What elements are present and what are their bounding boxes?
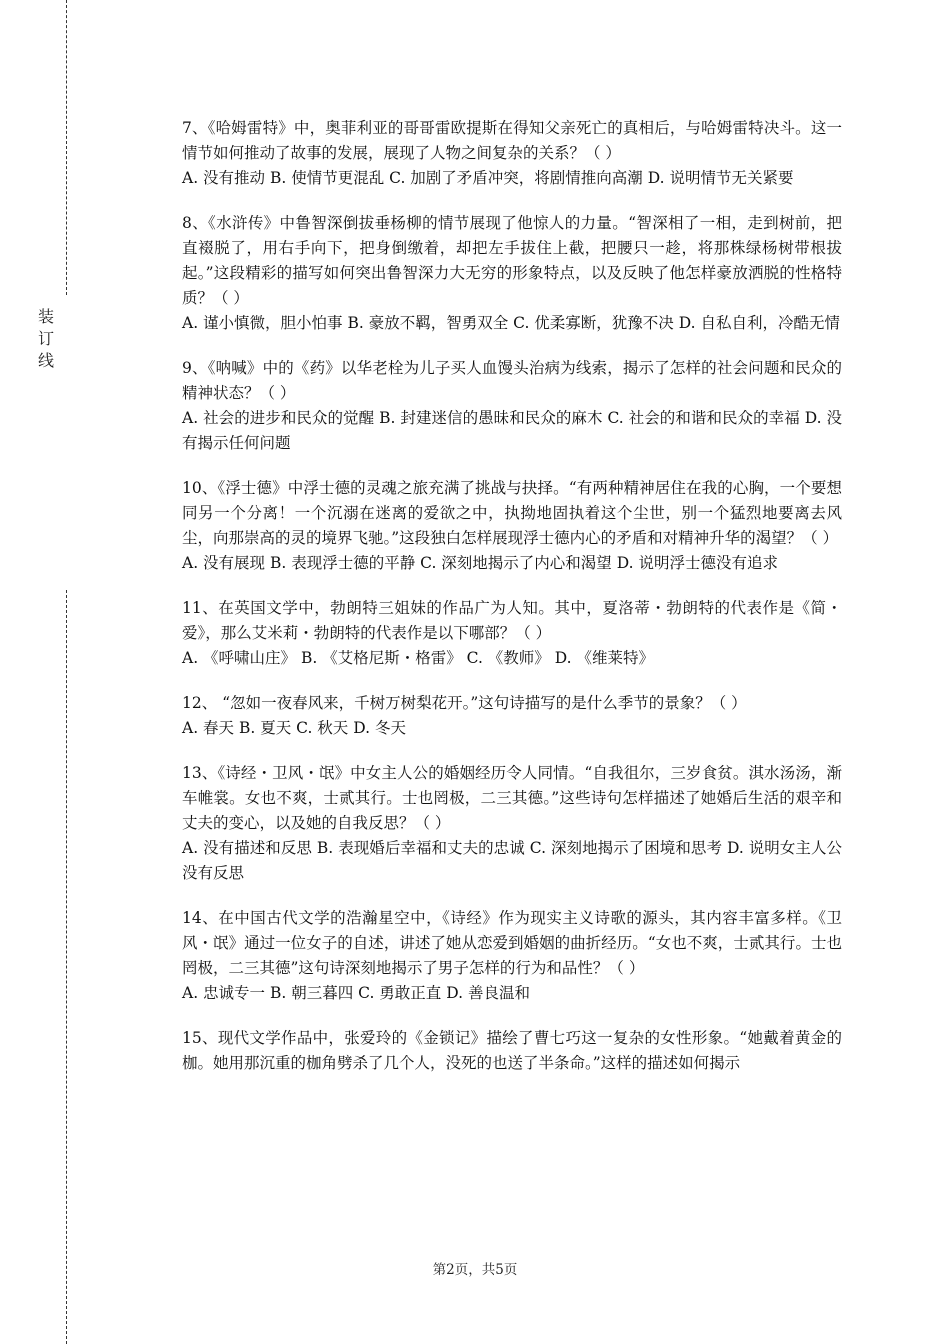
page-number: 第2页，共5页 bbox=[432, 1262, 518, 1278]
binding-line-bottom bbox=[66, 590, 67, 1344]
binding-line-top bbox=[66, 0, 67, 295]
question-text: 7、《哈姆雷特》中，奥菲利亚的哥哥雷欧提斯在得知父亲死亡的真相后，与哈姆雷特决斗。这一情节如何推动了故事的发展，展现了人物之间复杂的关系？（ ） bbox=[182, 119, 842, 162]
question-text: 15、现代文学作品中，张爱玲的《金锁记》描绘了曹七巧这一复杂的女性形象。“她戴着黄金的枷。她用那沉重的枷角劈杀了几个人，没死的也送了半条命。”这样的描述如何揭示 bbox=[182, 1029, 842, 1072]
question-text: 8、《水浒传》中鲁智深倒拔垂杨柳的情节展现了他惊人的力量。“智深相了一相，走到树前，把直裰脱了，用右手向下，把身倒缴着，却把左手拔住上截，把腰只一趁，将那株绿杨树带根拔起。”这段精彩的描写如何突出鲁智深力大无穷的形象特点，以及反映了他怎样豪放洒脱的性格特质？（ ） bbox=[182, 214, 842, 307]
question-options: A. 谨小慎微，胆小怕事 B. 豪放不羁，智勇双全 C. 优柔寡断，犹豫不决 D. 自私自利，冷酷无情 bbox=[182, 314, 840, 332]
question-text: 9、《呐喊》中的《药》以华老栓为儿子买人血馒头治病为线索，揭示了怎样的社会问题和民众的精神状态？（ ） bbox=[182, 359, 842, 402]
binding-char: 订 bbox=[37, 329, 54, 348]
question-options: A. 社会的进步和民众的觉醒 B. 封建迷信的愚昧和民众的麻木 C. 社会的和谐和民众的幸福 D. 没有揭示任何问题 bbox=[182, 409, 842, 452]
question-list bbox=[182, 116, 842, 1096]
question-text: 13、《诗经・卫风・氓》中女主人公的婚姻经历令人同情。“自我徂尔，三岁食贫。淇水汤汤，渐车帷裳。女也不爽，士贰其行。士也罔极，二三其德。”这些诗句怎样描述了她婚后生活的艰辛和丈夫的变心，以及她的自我反思？（ ） bbox=[182, 764, 842, 832]
question-options: A. 没有描述和反思 B. 表现婚后幸福和丈夫的忠诚 C. 深刻地揭示了困境和思考 D. 说明女主人公没有反思 bbox=[182, 839, 842, 882]
question-options: A. 没有推动 B. 使情节更混乱 C. 加剧了矛盾冲突，将剧情推向高潮 D. 说明情节无关紧要 bbox=[182, 169, 794, 187]
question-text: 12、 “忽如一夜春风来，千树万树梨花开。”这句诗描写的是什么季节的景象？（ ） bbox=[182, 694, 747, 712]
binding-label bbox=[36, 306, 56, 372]
question-12 bbox=[182, 691, 842, 741]
question-11 bbox=[182, 596, 842, 671]
question-8 bbox=[182, 211, 842, 336]
question-10 bbox=[182, 476, 842, 576]
binding-char: 装 bbox=[37, 307, 54, 326]
question-15 bbox=[182, 1026, 842, 1076]
question-text: 11、在英国文学中，勃朗特三姐妹的作品广为人知。其中，夏洛蒂・勃朗特的代表作是《简・爱》，那么艾米莉・勃朗特的代表作是以下哪部？（ ） bbox=[182, 599, 842, 642]
question-7 bbox=[182, 116, 842, 191]
question-text: 14、在中国古代文学的浩瀚星空中，《诗经》作为现实主义诗歌的源头，其内容丰富多样。《卫风・氓》通过一位女子的自述，讲述了她从恋爱到婚姻的曲折经历。“女也不爽，士贰其行。士也罔极，二三其德”这句诗深刻地揭示了男子怎样的行为和品性？（ ） bbox=[182, 909, 842, 977]
question-14 bbox=[182, 906, 842, 1006]
question-9 bbox=[182, 356, 842, 456]
question-options: A. 《呼啸山庄》 B. 《艾格尼斯・格雷》 C. 《教师》 D. 《维莱特》 bbox=[182, 649, 654, 667]
question-options: A. 春天 B. 夏天 C. 秋天 D. 冬天 bbox=[182, 719, 406, 737]
binding-char: 线 bbox=[37, 351, 54, 370]
question-13 bbox=[182, 761, 842, 886]
question-options: A. 忠诚专一 B. 朝三暮四 C. 勇敢正直 D. 善良温和 bbox=[182, 984, 530, 1002]
question-options: A. 没有展现 B. 表现浮士德的平静 C. 深刻地揭示了内心和渴望 D. 说明浮士德没有追求 bbox=[182, 554, 778, 572]
question-text: 10、《浮士德》中浮士德的灵魂之旅充满了挑战与抉择。“有两种精神居住在我的心胸，一个要想同另一个分离！一个沉溺在迷离的爱欲之中，执拗地固执着这个尘世，别一个猛烈地要离去风尘，向那崇高的灵的境界飞驰。”这段独白怎样展现浮士德内心的矛盾和对精神升华的渴望？（ ） bbox=[182, 479, 842, 547]
